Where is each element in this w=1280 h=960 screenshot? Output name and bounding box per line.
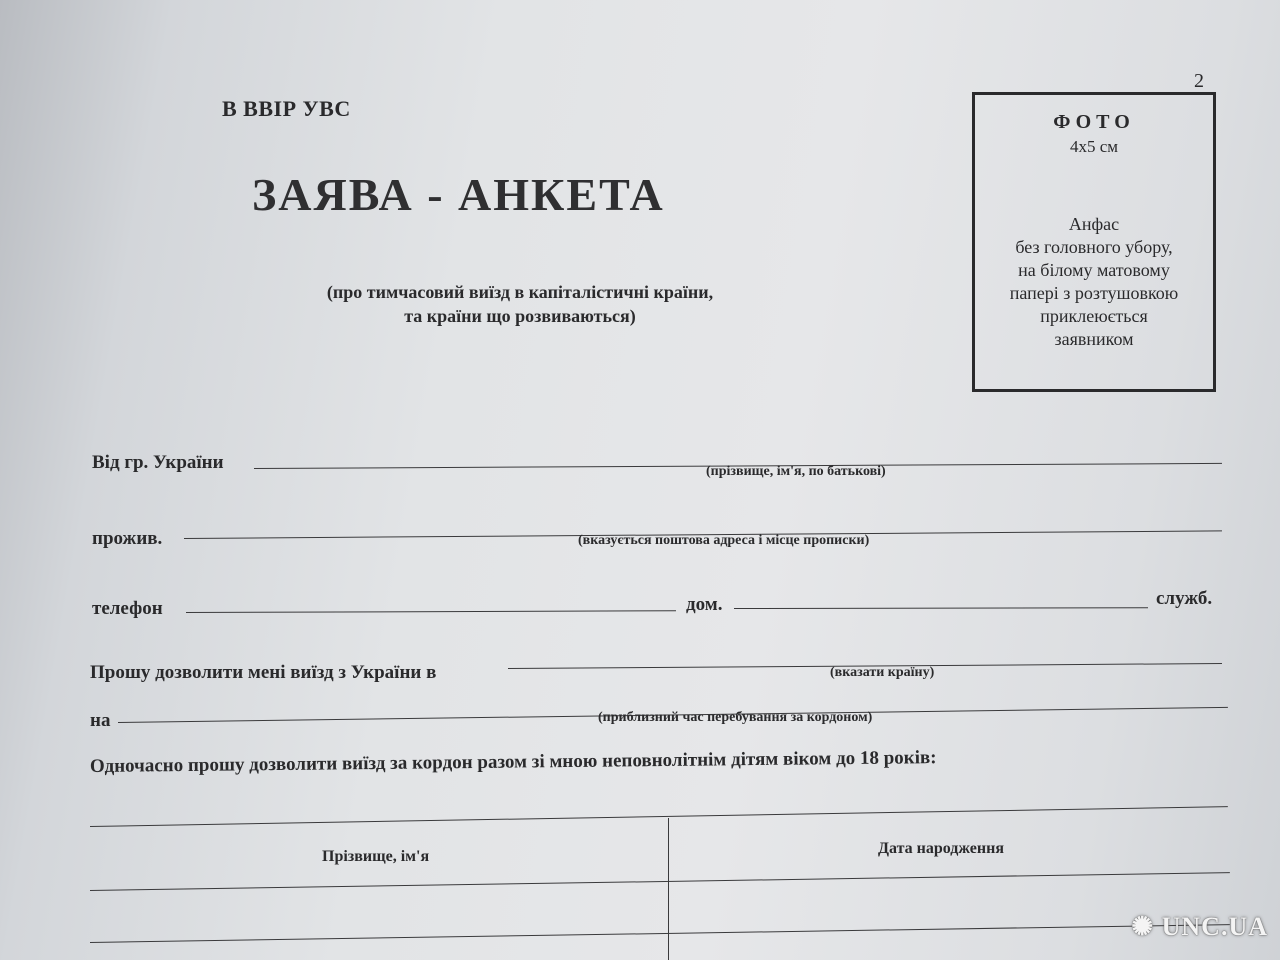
country-hint: (вказати країну): [830, 665, 935, 680]
duration-hint: (приблизний час перебування за кордоном): [598, 710, 873, 725]
photo-title: ФОТО: [1053, 111, 1135, 133]
subtitle-line-2: та країни що розвиваються): [404, 306, 636, 326]
phone-field[interactable]: [186, 610, 676, 613]
citizen-label: Від гр. України: [92, 452, 224, 473]
form-title: ЗАЯВА - АНКЕТА: [252, 169, 665, 220]
subtitle-line-1: (про тимчасовий виїзд в капіталістичні країни,: [326, 282, 714, 302]
phone-label: телефон: [92, 598, 163, 619]
table-header-border: [90, 872, 1230, 891]
address-label: прожив.: [92, 528, 163, 549]
duration-label: на: [90, 710, 111, 731]
phone-home-label: дом.: [686, 594, 723, 615]
table-header-name: Прізвище, ім'я: [322, 848, 430, 865]
table-column-divider: [668, 818, 669, 960]
photo-size: 4х5 см: [1069, 137, 1119, 156]
address-hint: (вказується поштова адреса і місце прописки): [578, 533, 870, 548]
photo-instructions: Анфас без головного убору, на білому матовому папері з розтушовкою приклеюється заявником: [1009, 214, 1179, 349]
watermark-text: UNC.UA: [1161, 912, 1268, 941]
phone-work-label: служб.: [1156, 588, 1213, 609]
children-label: Одночасно прошу дозволити виїзд за кордон разом зі мною неповнолітнім дітям віком до 18 років:: [89, 747, 937, 777]
office-heading: В ВВІР УВС: [222, 96, 351, 121]
citizen-hint: (прізвище, ім'я, по батькові): [706, 464, 886, 479]
table-top-border: [90, 806, 1228, 827]
phone-home-field[interactable]: [734, 607, 1148, 609]
table-header-birthdate: Дата народження: [878, 840, 1004, 857]
page-number: 2: [1194, 70, 1204, 92]
sunburst-icon: ✺: [1131, 912, 1155, 941]
request-label: Прошу дозволити мені виїзд з України в: [90, 662, 437, 683]
photo-placeholder: [972, 92, 1216, 392]
table-row[interactable]: [90, 924, 1230, 943]
form-subtitle: [260, 280, 780, 328]
watermark-logo: [1131, 912, 1268, 942]
